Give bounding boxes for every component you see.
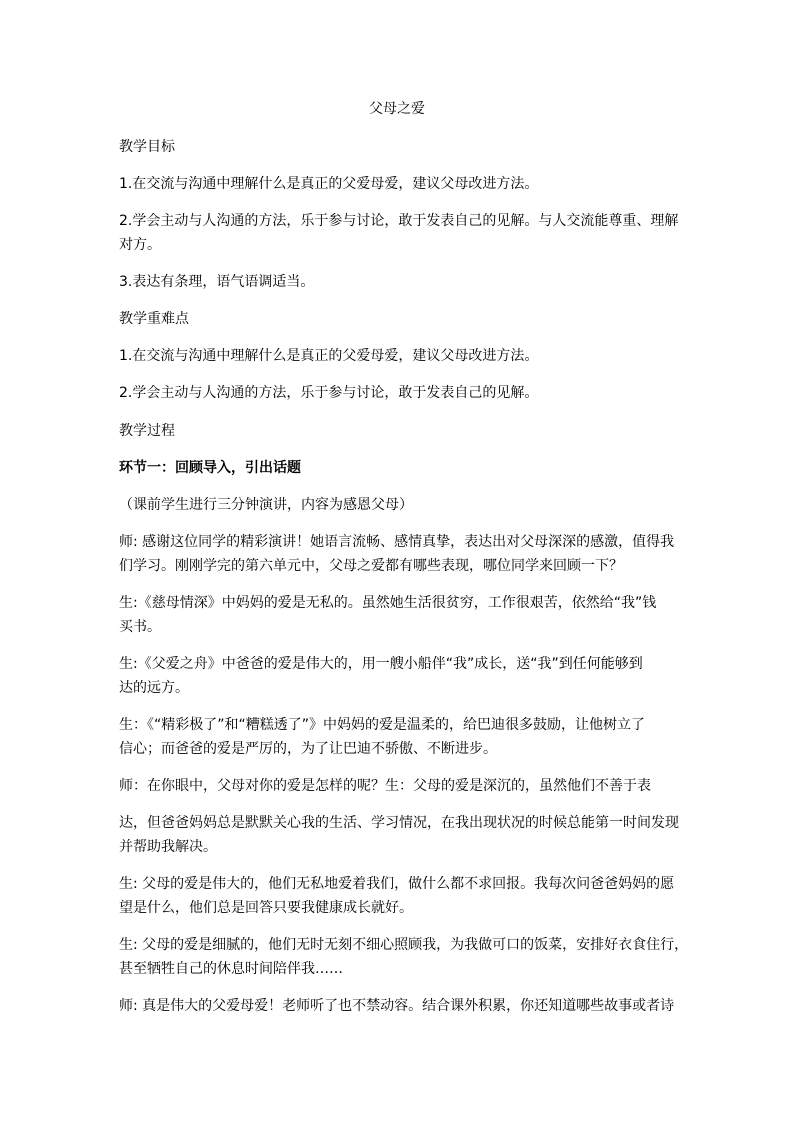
paragraph-teacher-1-line-2: 们学习。刚刚学完的第六单元中，父母之爱都有哪些表现，哪位同学来回顾一下？ [119, 558, 623, 574]
objective-2-line-1: 2.学会主动与人沟通的方法，乐于参与讨论，敢于发表自己的见解。与人交流能尊重、理解 [119, 213, 679, 229]
paragraph-teacher-2: 师：在你眼中，父母对你的爱是怎样的呢？生：父母的爱是深沉的，虽然他们不善于表 [119, 778, 651, 794]
paragraph-student-3-line-2: 信心；而爸爸的爱是严厉的，为了让巴迪不骄傲、不断进步。 [119, 741, 497, 757]
paragraph-student-2-line-1: 生:《父爱之舟》中爸爸的爱是伟大的，用一艘小船伴“我”成长，送“我”到任何能够到 [119, 656, 643, 672]
key-point-1: 1.在交流与沟通中理解什么是真正的父爱母爱，建议父母改进方法。 [119, 348, 539, 364]
paragraph-teacher-1-line-1: 师: 感谢这位同学的精彩演讲！她语言流畅、感情真挚，表达出对父母深深的感激，值得我 [119, 534, 675, 550]
paragraph-student-6-line-2: 甚至牺牲自己的休息时间陪伴我…… [119, 961, 343, 977]
key-point-2: 2.学会主动与人沟通的方法，乐于参与讨论，敢于发表自己的见解。 [119, 385, 539, 401]
step-one-heading: 环节一：回顾导入，引出话题 [119, 460, 301, 476]
paragraph-student-6-line-1: 生: 父母的爱是细腻的，他们无时无刻不细心照顾我，为我做可口的饭菜，安排好衣食住行， [119, 937, 689, 953]
paragraph-student-1-line-1: 生:《慈母情深》中妈妈的爱是无私的。虽然她生活很贫穷，工作很艰苦，依然给“我”钱 [119, 595, 657, 611]
objective-2-line-2: 对方。 [119, 237, 161, 253]
paragraph-note: （课前学生进行三分钟演讲，内容为感恩父母） [119, 497, 413, 513]
paragraph-student-5-line-1: 生: 父母的爱是伟大的，他们无私地爱着我们，做什么都不求回报。我每次问爸爸妈妈的愿 [119, 876, 675, 892]
paragraph-student-3-line-1: 生：《“精彩极了”和“糟糕透了”》中妈妈的爱是温柔的，给巴迪很多鼓励，让他树立了 [119, 717, 646, 733]
document-title: 父母之爱 [369, 101, 425, 117]
paragraph-teacher-3: 师: 真是伟大的父爱母爱！老师听了也不禁动容。结合课外积累，你还知道哪些故事或者诗 [119, 998, 675, 1014]
paragraph-student-5-line-2: 望是什么，他们总是回答只要我健康成长就好。 [119, 900, 413, 916]
paragraph-student-2-line-2: 达的远方。 [119, 680, 189, 696]
section-heading-process: 教学过程 [119, 423, 175, 439]
objective-3: 3.表达有条理，语气语调适当。 [119, 274, 315, 290]
paragraph-student-4-line-1: 达，但爸爸妈妈总是默默关心我的生活、学习情况，在我出现状况的时候总能第一时间发现 [119, 815, 679, 831]
paragraph-student-1-line-2: 买书。 [119, 619, 161, 635]
paragraph-student-4-line-2: 并帮助我解决。 [119, 839, 217, 855]
objective-1: 1.在交流与沟通中理解什么是真正的父爱母爱，建议父母改进方法。 [119, 176, 539, 192]
section-heading-key-points: 教学重难点 [119, 311, 189, 327]
section-heading-objectives: 教学目标 [119, 139, 175, 155]
